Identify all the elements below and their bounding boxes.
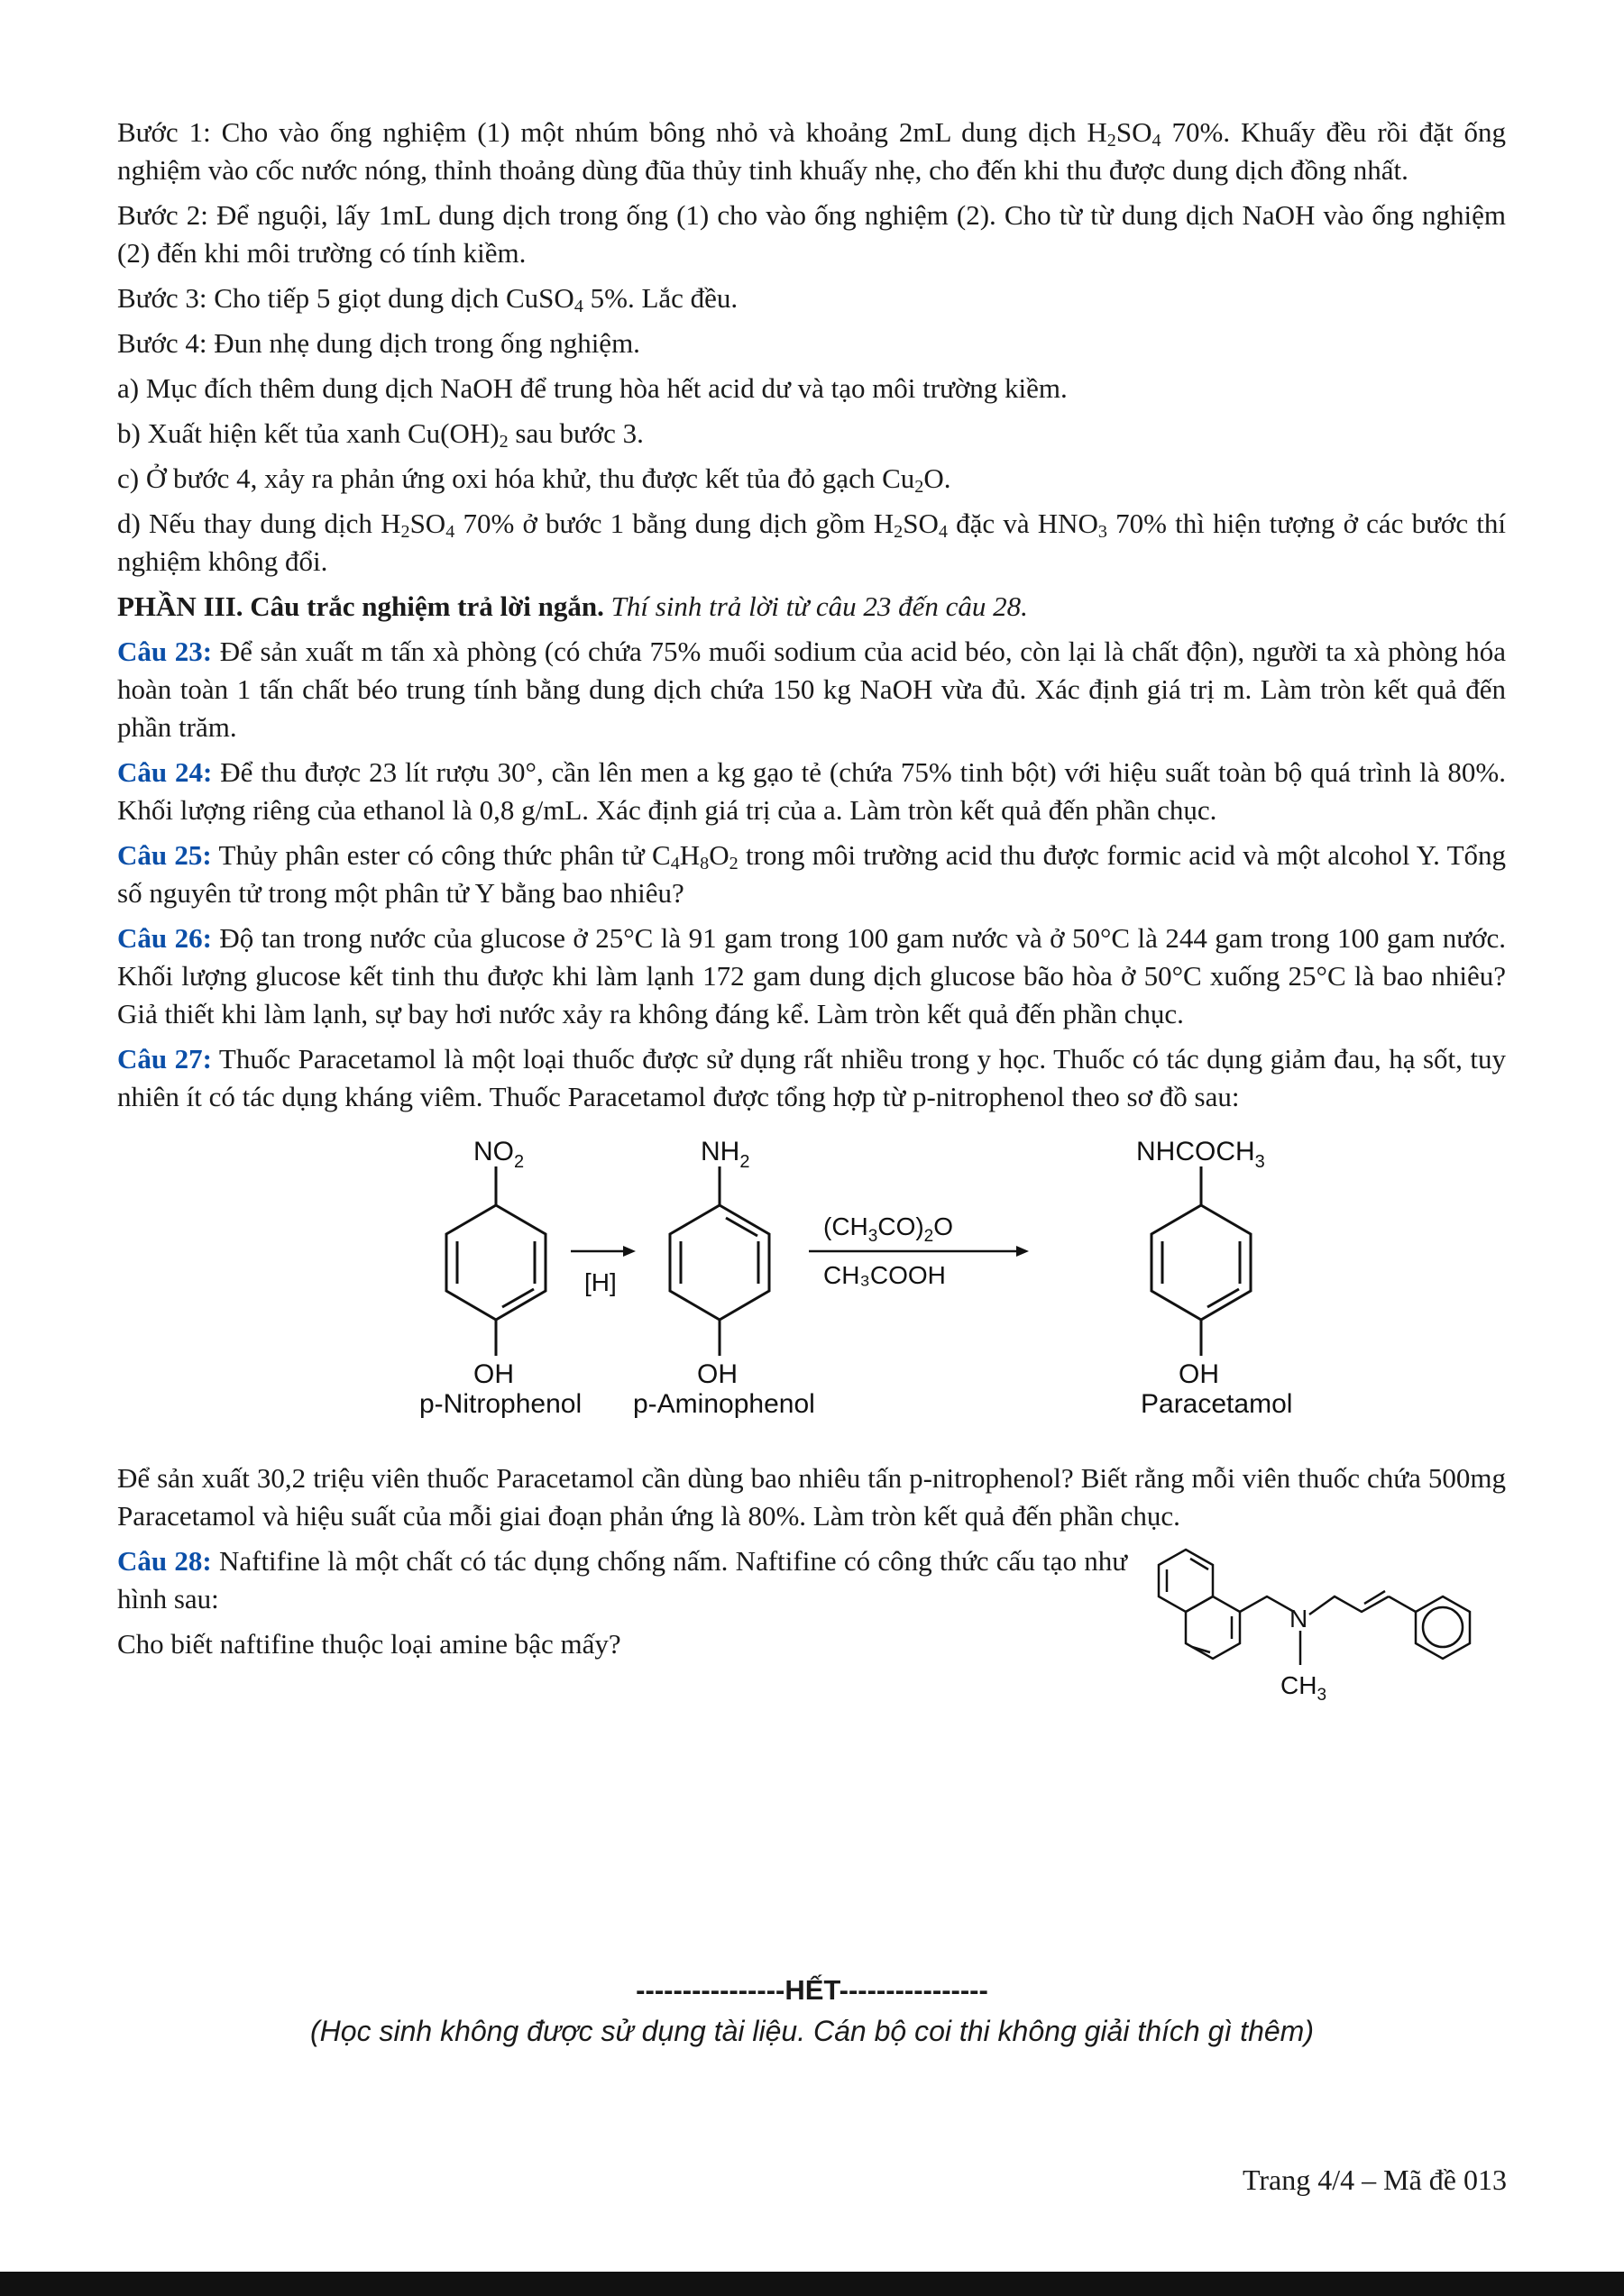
question-text: Để thu được 23 lít rượu 30°, cần lên men a kg gạo tẻ (chứa 75% tinh bột) với hiệu suất toàn bộ quá trình là 80%. Khối lượng riêng của ethanol là 0,8 g/mL. Xác định giá trị của a. Làm tròn kết quả đến phần chục. (117, 756, 1506, 826)
question-label: Câu 28: (117, 1545, 212, 1577)
sub: 2 (914, 477, 924, 498)
statement-a: a) Mục đích thêm dung dịch NaOH để trung hòa hết acid dư và tạo môi trường kiềm. (117, 372, 1068, 404)
question-text: Thủy phân ester có công thức phân tử C (211, 839, 671, 871)
sub: 4 (573, 297, 583, 317)
arrow-1-head (623, 1246, 636, 1257)
oh-label: OH (697, 1359, 738, 1389)
question-24 (117, 754, 1506, 829)
statement-text: d) Nếu thay dung dịch H (117, 508, 401, 539)
question-28-text (117, 1542, 1127, 1618)
statement-text: SO (409, 508, 446, 539)
step-1 (117, 114, 1506, 189)
sub: 2 (400, 522, 410, 543)
reagent-anhydride-label: $(CH_3CO)_2O$ (823, 1212, 954, 1246)
ch2-bond (1240, 1596, 1294, 1612)
name-p-aminophenol: p-Aminophenol (633, 1389, 815, 1419)
question-label: Câu 25: (117, 839, 212, 871)
step-1-text: SO (1115, 116, 1152, 148)
step-3-text: Bước 3: Cho tiếp 5 giọt dung dịch CuSO (117, 282, 574, 314)
reaction-scheme-figure (419, 1120, 1312, 1449)
question-label: Câu 23: (117, 636, 213, 667)
page-footer: Trang 4/4 – Mã đề 013 (1242, 2163, 1507, 2196)
question-label: Câu 27: (117, 1043, 212, 1075)
statement-text: c) Ở bước 4, xảy ra phản ứng oxi hóa khử, thu được kết tủa đỏ gạch Cu (117, 462, 915, 494)
n-atom: N (1289, 1605, 1308, 1633)
naftifine-structure (1145, 1532, 1506, 1703)
question-27 (117, 1040, 1506, 1116)
question-28 (117, 1542, 1506, 1714)
nh2-label: $NH_2$ (701, 1137, 750, 1172)
sub: 2 (499, 432, 509, 453)
oh-label: OH (1179, 1359, 1219, 1389)
statement-text: b) Xuất hiện kết tủa xanh Cu(OH) (117, 417, 500, 449)
arrow-2-head (1016, 1246, 1029, 1257)
allyl-chain (1309, 1596, 1389, 1615)
sub: 2 (1106, 131, 1116, 151)
statement-text: O. (923, 462, 951, 494)
double-bond (1364, 1591, 1385, 1604)
name-p-nitrophenol: p-Nitrophenol (419, 1389, 583, 1419)
sub: 2 (729, 854, 739, 874)
statement-c (117, 460, 1506, 498)
bottom-bar (0, 2272, 1624, 2296)
question-text: Độ tan trong nước của glucose ở 25°C là 91 gam trong 100 gam nước và ở 50°C là 244 gam trong 100 gam nước. Khối lượng glucose kết tinh thu được khi làm lạnh 172 gam dung dịch glucose bão hòa ở 50°C xuống 25°C là bao nhiêu? Giả thiết khi làm lạnh, sự bay hơi nước xảy ra không đáng kể. Làm tròn kết quả đến phần chục. (117, 922, 1506, 1029)
question-label: Câu 24: (117, 756, 213, 788)
part-3-note: Thí sinh trả lời từ câu 23 đến câu 28. (603, 590, 1028, 622)
sub: 8 (700, 854, 710, 874)
aromatic-circle (1423, 1607, 1463, 1647)
statement-text: 70% ở bước 1 bằng dung dịch gồm H (454, 508, 895, 539)
question-23 (117, 633, 1506, 746)
ch3-group: $CH_3$ (1280, 1671, 1327, 1703)
step-2: Bước 2: Để nguội, lấy 1mL dung dịch trong ống (1) cho vào ống nghiệm (2). Cho từ từ dung dịch NaOH vào ống nghiệm (2) đến khi môi trường có tính kiềm. (117, 199, 1506, 269)
step-3 (117, 279, 1506, 317)
sub: 4 (670, 854, 680, 874)
statement-text: đặc và HNO (947, 508, 1098, 539)
reagent-h-label: [H] (584, 1268, 617, 1296)
step-1-text: 70%. Khuấy đều rồi đặt ống nghiệm vào cốc nước nóng, thỉnh thoảng dùng đũa thủy tinh khuấy nhẹ, cho đến khi thu được dung dịch đồng nhất. (117, 116, 1506, 186)
statement-text: SO (903, 508, 939, 539)
sub: 4 (1151, 131, 1161, 151)
benzene-ring-2 (670, 1166, 769, 1356)
sub: 2 (894, 522, 904, 543)
step-1-text: Bước 1: Cho vào ống nghiệm (1) một nhúm bông nhỏ và khoảng 2mL dung dịch H (117, 116, 1107, 148)
statement-text: sau bước 3. (508, 417, 644, 449)
question-26 (117, 919, 1506, 1033)
paracetamol-synthesis-scheme (117, 1120, 1506, 1449)
step-3-text: 5%. Lắc đều. (583, 282, 739, 314)
part-3-heading (117, 588, 1506, 626)
statement-text: 70% thì hiện tượng ở các bước thí nghiệm không đổi. (117, 508, 1506, 577)
question-text: trong môi trường acid thu được formic acid và một alcohol Y. Tổng số nguyên tử trong một phân tử Y bằng bao nhiêu? (117, 839, 1507, 909)
sub: 3 (1097, 522, 1107, 543)
step-4: Bước 4: Đun nhẹ dung dịch trong ống nghiệm. (117, 327, 640, 359)
benzene-ring-1 (446, 1166, 546, 1356)
exam-page (117, 114, 1506, 1714)
question-28-ask: Cho biết naftifine thuộc loại amine bậc mấy? (117, 1628, 621, 1660)
sub: 4 (938, 522, 948, 543)
statement-b (117, 415, 1506, 453)
part-3-title: PHẦN III. Câu trắc nghiệm trả lời ngắn. (117, 590, 604, 622)
no2-label: $NO_2$ (473, 1137, 525, 1172)
question-text: H (679, 839, 701, 871)
question-27-follow-up: Để sản xuất 30,2 triệu viên thuốc Paracetamol cần dùng bao nhiêu tấn p-nitrophenol? Biết rằng mỗi viên thuốc chứa 500mg Paracetamol và hiệu suất của mỗi giai đoạn phản ứng là 80%. Làm tròn kết quả đến phần chục. (117, 1462, 1506, 1532)
nhcoch3-label: $NHCOCH_3$ (1136, 1137, 1265, 1172)
question-text: Để sản xuất m tấn xà phòng (có chứa 75% muối sodium của acid béo, còn lại là chất độn), người ta xà phòng hóa hoàn toàn 1 tấn chất béo trung tính bằng dung dịch chứa 150 kg NaOH vừa đủ. Xác định giá trị m. Làm tròn kết quả đến phần trăm. (117, 636, 1506, 743)
end-marker: ----------------HẾT---------------- (636, 1974, 988, 2006)
oh-label: OH (473, 1359, 514, 1389)
question-text: O (709, 839, 729, 871)
question-text: Naftifine là một chất có tác dụng chống nấm. Naftifine có công thức cấu tạo như hình sau: (117, 1545, 1128, 1615)
name-paracetamol: Paracetamol (1141, 1389, 1293, 1419)
reagent-solvent-label: CH₃COOH (823, 1261, 946, 1289)
benzene-ring-3 (1151, 1166, 1251, 1356)
phenyl-bond (1389, 1596, 1416, 1612)
question-25 (117, 837, 1506, 912)
statement-d (117, 505, 1506, 581)
exam-note: (Học sinh không được sử dụng tài liệu. Cán bộ coi thi không giải thích gì thêm) (310, 2015, 1314, 2047)
question-label: Câu 26: (117, 922, 212, 954)
question-text: Thuốc Paracetamol là một loại thuốc được sử dụng rất nhiều trong y học. Thuốc có tác dụng giảm đau, hạ sốt, tuy nhiên ít có tác dụng kháng viêm. Thuốc Paracetamol được tổng hợp từ p-nitrophenol theo sơ đồ sau: (117, 1043, 1506, 1112)
sub: 4 (445, 522, 455, 543)
